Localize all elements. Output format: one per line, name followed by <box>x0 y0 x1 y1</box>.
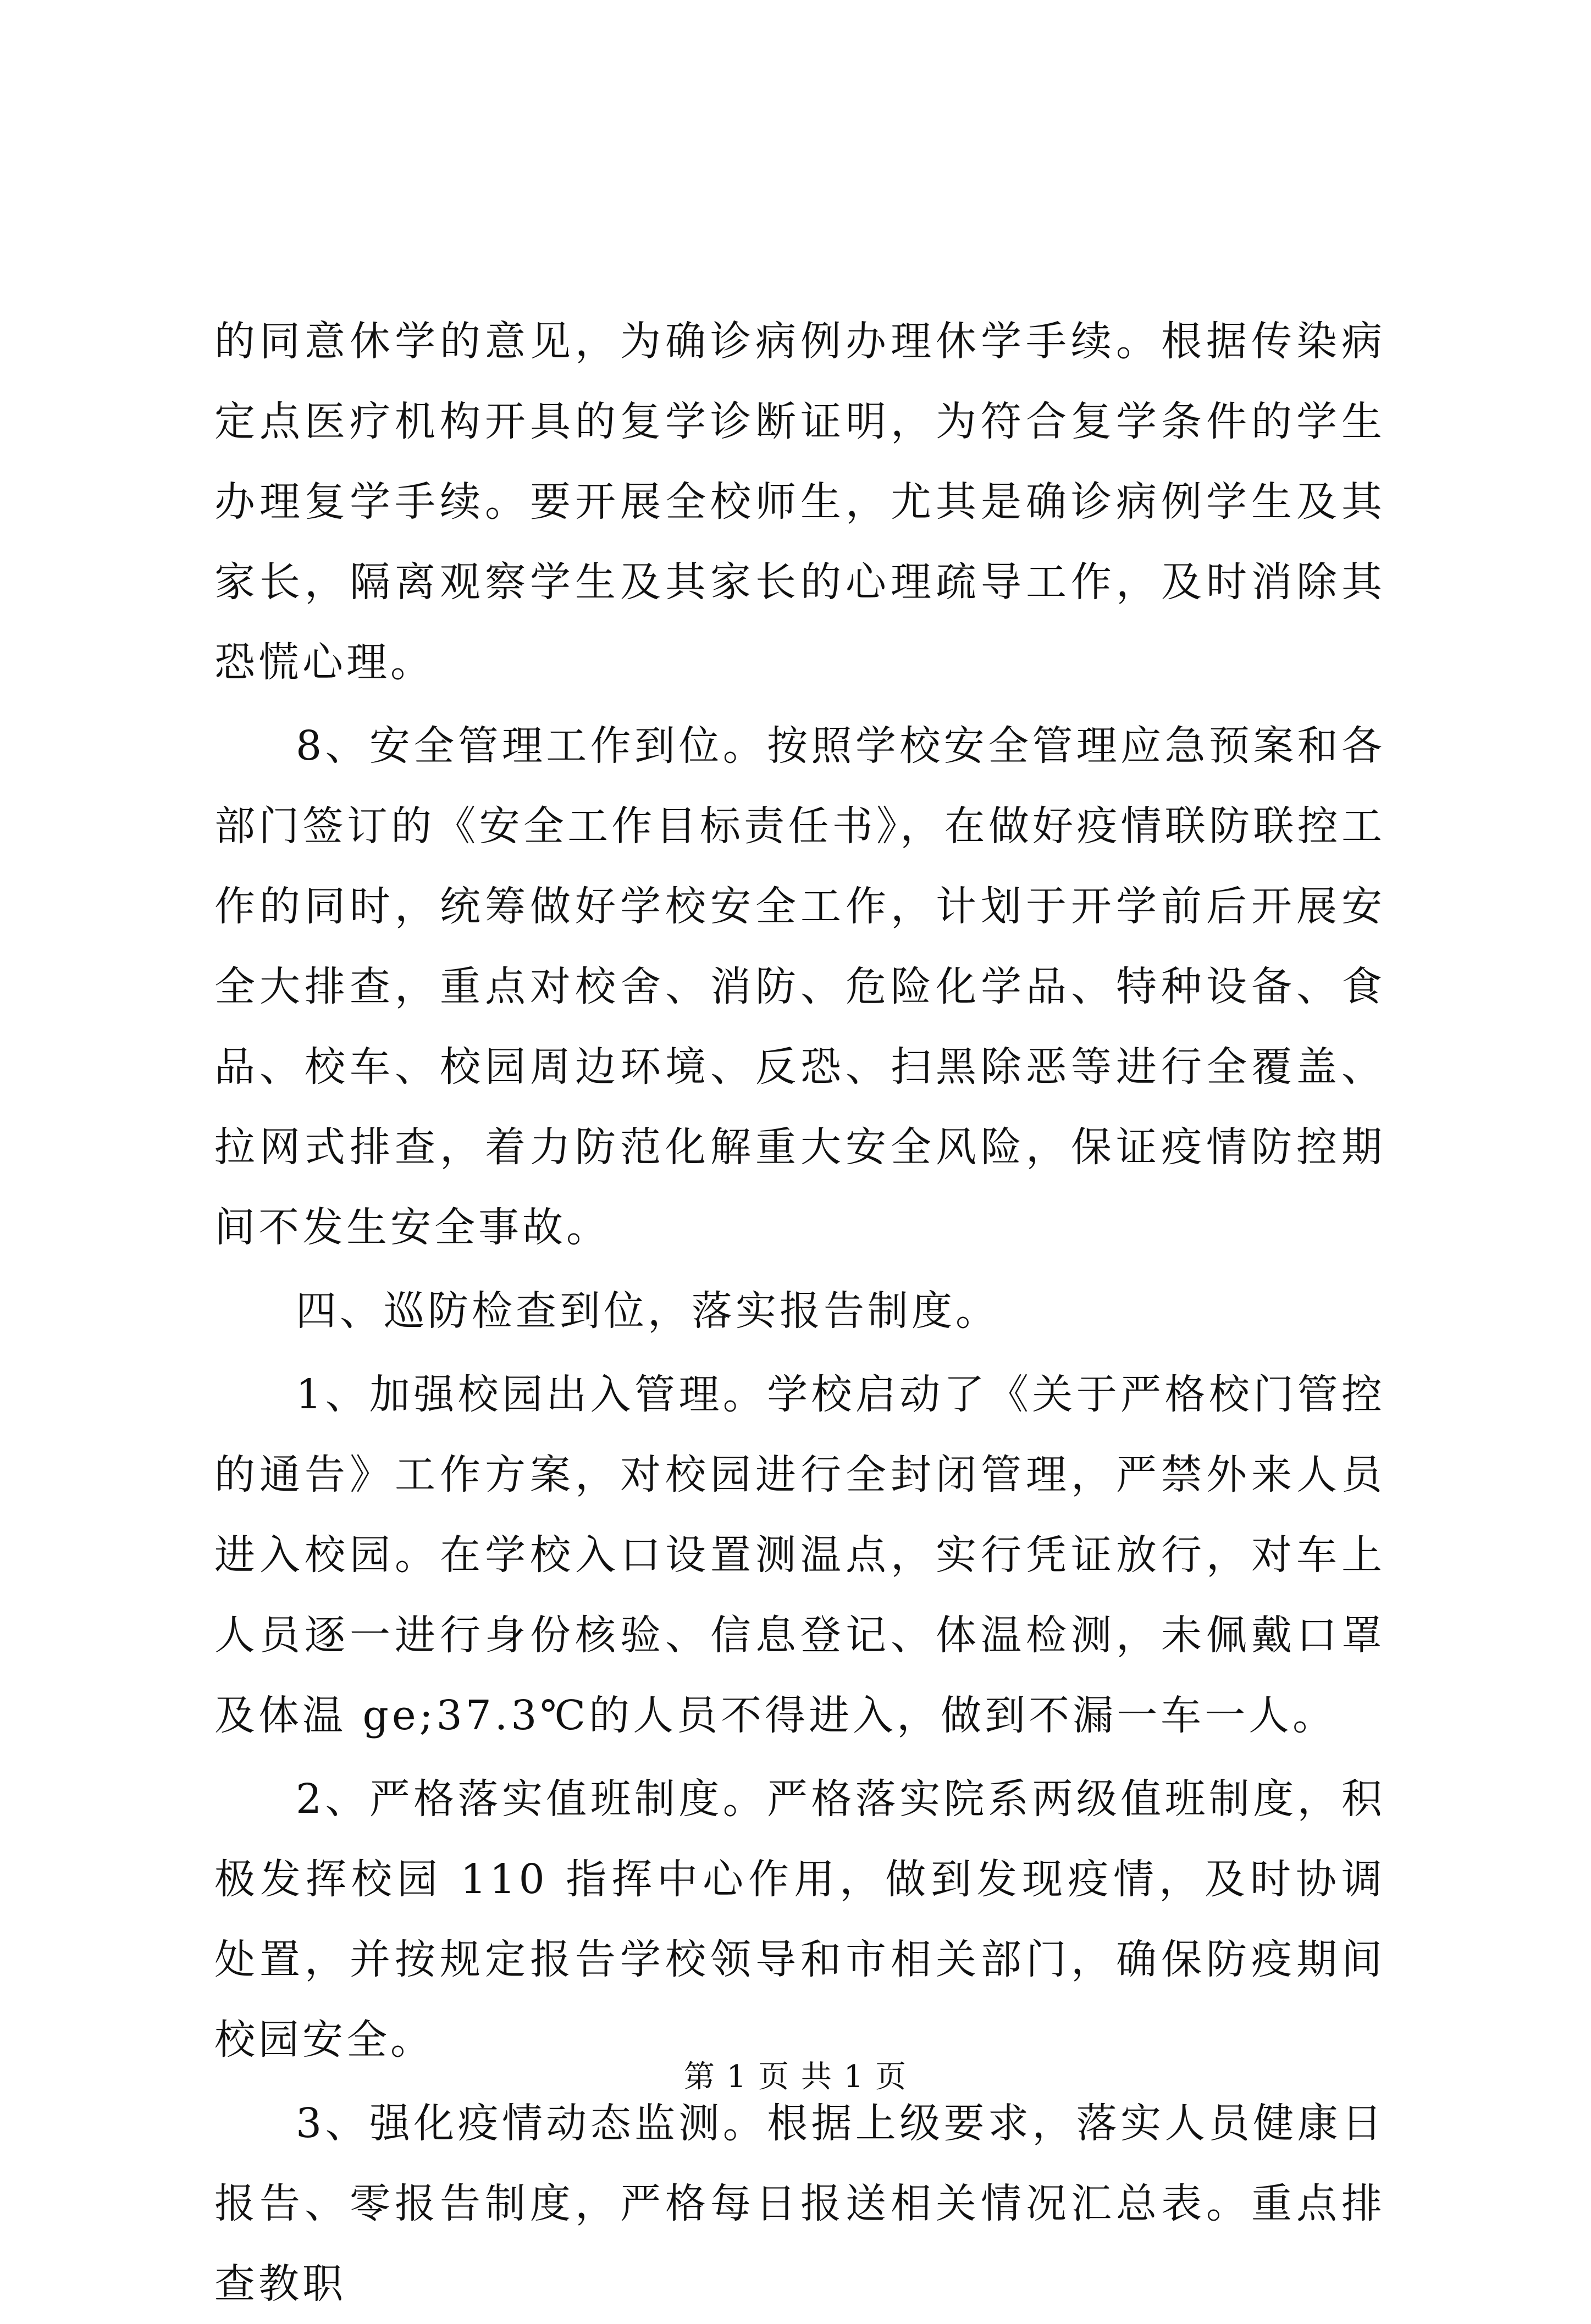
section-heading-4: 四、巡防检查到位，落实报告制度。 <box>296 1287 999 1335</box>
paragraph-item-1-campus-access: 1、加强校园出入管理。学校启动了《关于严格校门管控的通告》工作方案，对校园进行全封闭管理，严禁外来人员进入校园。在学校入口设置测温点，实行凭证放行，对车上人员逐一进行身份核验、信息登记、体温检测，未佩戴口罩及体温 ge;37.3℃的人员不得进入，做到不漏一车一人。 <box>214 1371 1385 1739</box>
paragraph-item-3-monitoring: 3、强化疫情动态监测。根据上级要求，落实人员健康日报告、零报告制度，严格每日报送相关情况汇总表。重点排查教职 <box>214 2100 1385 2308</box>
page-footer: 第 1 页 共 1 页 <box>683 2059 908 2095</box>
paragraph-item-2-duty-system: 2、严格落实值班制度。严格落实院系两级值班制度，积极发挥校园 110 指挥中心作用，做到发现疫情，及时协调处置，并按规定报告学校领导和市相关部门，确保防疫期间校园安全。 <box>214 1775 1385 2063</box>
paragraph-continuation: 的同意休学的意见，为确诊病例办理休学手续。根据传染病定点医疗机构开具的复学诊断证明，为符合复学条件的学生办理复学手续。要开展全校师生，尤其是确诊病例学生及其家长，隔离观察学生及其家长的心理疏导工作，及时消除其恐慌心理。 <box>214 318 1385 686</box>
document-body <box>214 301 1385 2324</box>
paragraph-item-8-safety-management: 8、安全管理工作到位。按照学校安全管理应急预案和各部门签订的《安全工作目标责任书》，在做好疫情联防联控工作的同时，统筹做好学校安全工作，计划于开学前后开展安全大排查，重点对校舍、消防、危险化学品、特种设备、食品、校车、校园周边环境、反恐、扫黑除恶等进行全覆盖、拉网式排查，着力防范化解重大安全风险，保证疫情防控期间不发生安全事故。 <box>214 722 1385 1251</box>
